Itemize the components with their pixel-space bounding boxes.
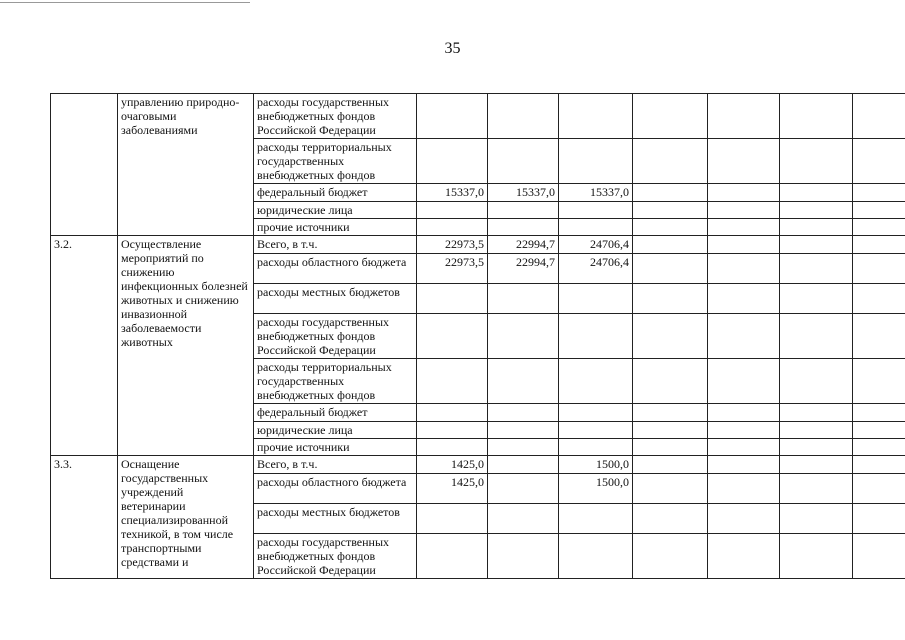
value-cell xyxy=(417,219,488,236)
value-cell xyxy=(708,474,780,504)
source-label: расходы государственных внебюджетных фондов Российской Федерации xyxy=(254,534,417,579)
value-cell: 22973,5 xyxy=(417,236,488,254)
value-cell xyxy=(853,359,905,404)
value-cell xyxy=(708,314,780,359)
value-cell xyxy=(633,504,708,534)
value-cell: 1500,0 xyxy=(559,456,633,474)
value-cell xyxy=(780,534,853,579)
value-cell xyxy=(417,139,488,184)
value-cell xyxy=(780,202,853,219)
value-cell xyxy=(633,139,708,184)
value-cell xyxy=(488,474,559,504)
source-label: федеральный бюджет xyxy=(254,404,417,422)
item-code: 3.3. xyxy=(51,456,118,579)
value-cell: 1425,0 xyxy=(417,474,488,504)
source-label: расходы местных бюджетов xyxy=(254,504,417,534)
value-cell xyxy=(488,504,559,534)
value-cell xyxy=(708,456,780,474)
value-cell xyxy=(780,439,853,456)
value-cell xyxy=(780,139,853,184)
value-cell xyxy=(633,474,708,504)
value-cell xyxy=(633,422,708,439)
value-cell xyxy=(417,504,488,534)
value-cell xyxy=(708,202,780,219)
value-cell xyxy=(780,404,853,422)
value-cell xyxy=(708,504,780,534)
value-cell xyxy=(853,456,905,474)
value-cell xyxy=(708,219,780,236)
value-cell xyxy=(853,504,905,534)
value-cell xyxy=(559,404,633,422)
value-cell xyxy=(633,439,708,456)
value-cell xyxy=(853,439,905,456)
source-label: федеральный бюджет xyxy=(254,184,417,202)
source-label: расходы местных бюджетов xyxy=(254,284,417,314)
budget-table xyxy=(50,93,905,579)
source-label: расходы государственных внебюджетных фондов Российской Федерации xyxy=(254,94,417,139)
value-cell xyxy=(417,439,488,456)
value-cell xyxy=(780,284,853,314)
value-cell xyxy=(853,422,905,439)
value-cell xyxy=(708,422,780,439)
value-cell xyxy=(708,139,780,184)
value-cell xyxy=(780,359,853,404)
value-cell xyxy=(708,94,780,139)
value-cell xyxy=(559,314,633,359)
value-cell xyxy=(708,236,780,254)
table-row xyxy=(51,456,905,474)
item-code: 3.2. xyxy=(51,236,118,456)
value-cell: 24706,4 xyxy=(559,236,633,254)
value-cell xyxy=(633,202,708,219)
source-label: юридические лица xyxy=(254,202,417,219)
value-cell xyxy=(853,184,905,202)
value-cell xyxy=(417,284,488,314)
source-label: юридические лица xyxy=(254,422,417,439)
value-cell xyxy=(559,439,633,456)
source-label: расходы территориальных государственных внебюджетных фондов xyxy=(254,139,417,184)
value-cell xyxy=(708,534,780,579)
value-cell xyxy=(417,94,488,139)
value-cell xyxy=(633,404,708,422)
item-name: Оснащение государственных учреждений ветеринарии специализированной техникой, в том числе транспортными средствами и xyxy=(118,456,254,579)
value-cell xyxy=(633,254,708,284)
value-cell xyxy=(853,139,905,184)
value-cell xyxy=(559,534,633,579)
value-cell xyxy=(708,184,780,202)
item-code xyxy=(51,94,118,236)
page-number: 35 xyxy=(444,40,461,57)
value-cell xyxy=(780,254,853,284)
value-cell xyxy=(559,139,633,184)
value-cell xyxy=(488,94,559,139)
value-cell xyxy=(780,456,853,474)
value-cell xyxy=(488,456,559,474)
value-cell xyxy=(559,284,633,314)
source-label: расходы областного бюджета xyxy=(254,254,417,284)
value-cell xyxy=(708,404,780,422)
value-cell: 22973,5 xyxy=(417,254,488,284)
value-cell xyxy=(488,359,559,404)
source-label: расходы территориальных государственных внебюджетных фондов xyxy=(254,359,417,404)
value-cell xyxy=(708,284,780,314)
value-cell: 1425,0 xyxy=(417,456,488,474)
value-cell xyxy=(488,139,559,184)
value-cell xyxy=(633,359,708,404)
value-cell xyxy=(780,94,853,139)
value-cell xyxy=(853,94,905,139)
value-cell xyxy=(488,284,559,314)
value-cell xyxy=(853,202,905,219)
value-cell: 15337,0 xyxy=(559,184,633,202)
value-cell xyxy=(780,474,853,504)
value-cell xyxy=(633,236,708,254)
item-name: Осуществление мероприятий по снижению инфекционных болезней животных и снижению инвазионной заболеваемости животных xyxy=(118,236,254,456)
value-cell xyxy=(780,314,853,359)
value-cell xyxy=(780,219,853,236)
value-cell xyxy=(633,534,708,579)
value-cell xyxy=(853,474,905,504)
source-label: прочие источники xyxy=(254,439,417,456)
source-label: Всего, в т.ч. xyxy=(254,236,417,254)
value-cell xyxy=(633,284,708,314)
value-cell xyxy=(559,422,633,439)
value-cell xyxy=(488,422,559,439)
value-cell xyxy=(853,404,905,422)
value-cell xyxy=(780,184,853,202)
value-cell xyxy=(488,219,559,236)
value-cell xyxy=(488,439,559,456)
value-cell xyxy=(417,202,488,219)
table-row xyxy=(51,236,905,254)
value-cell xyxy=(708,359,780,404)
value-cell xyxy=(780,504,853,534)
item-name: управлению природно-очаговыми заболеваниями xyxy=(118,94,254,236)
value-cell xyxy=(853,314,905,359)
value-cell: 1500,0 xyxy=(559,474,633,504)
value-cell xyxy=(633,94,708,139)
value-cell xyxy=(633,184,708,202)
value-cell: 24706,4 xyxy=(559,254,633,284)
value-cell xyxy=(488,202,559,219)
value-cell xyxy=(780,236,853,254)
value-cell xyxy=(417,534,488,579)
value-cell xyxy=(559,94,633,139)
value-cell xyxy=(853,254,905,284)
value-cell: 15337,0 xyxy=(488,184,559,202)
value-cell xyxy=(633,219,708,236)
source-label: расходы государственных внебюджетных фондов Российской Федерации xyxy=(254,314,417,359)
source-label: расходы областного бюджета xyxy=(254,474,417,504)
value-cell xyxy=(559,219,633,236)
value-cell xyxy=(559,202,633,219)
value-cell xyxy=(417,314,488,359)
value-cell xyxy=(853,219,905,236)
value-cell xyxy=(633,314,708,359)
value-cell: 22994,7 xyxy=(488,254,559,284)
value-cell xyxy=(780,422,853,439)
value-cell xyxy=(853,284,905,314)
top-rule xyxy=(0,2,250,3)
value-cell: 22994,7 xyxy=(488,236,559,254)
source-label: Всего, в т.ч. xyxy=(254,456,417,474)
value-cell xyxy=(559,359,633,404)
value-cell xyxy=(708,254,780,284)
value-cell: 15337,0 xyxy=(417,184,488,202)
value-cell xyxy=(417,404,488,422)
value-cell xyxy=(559,504,633,534)
value-cell xyxy=(853,534,905,579)
value-cell xyxy=(488,534,559,579)
table-row xyxy=(51,94,905,139)
value-cell xyxy=(417,359,488,404)
value-cell xyxy=(633,456,708,474)
value-cell xyxy=(853,236,905,254)
source-label: прочие источники xyxy=(254,219,417,236)
value-cell xyxy=(417,422,488,439)
value-cell xyxy=(488,404,559,422)
value-cell xyxy=(708,439,780,456)
value-cell xyxy=(488,314,559,359)
